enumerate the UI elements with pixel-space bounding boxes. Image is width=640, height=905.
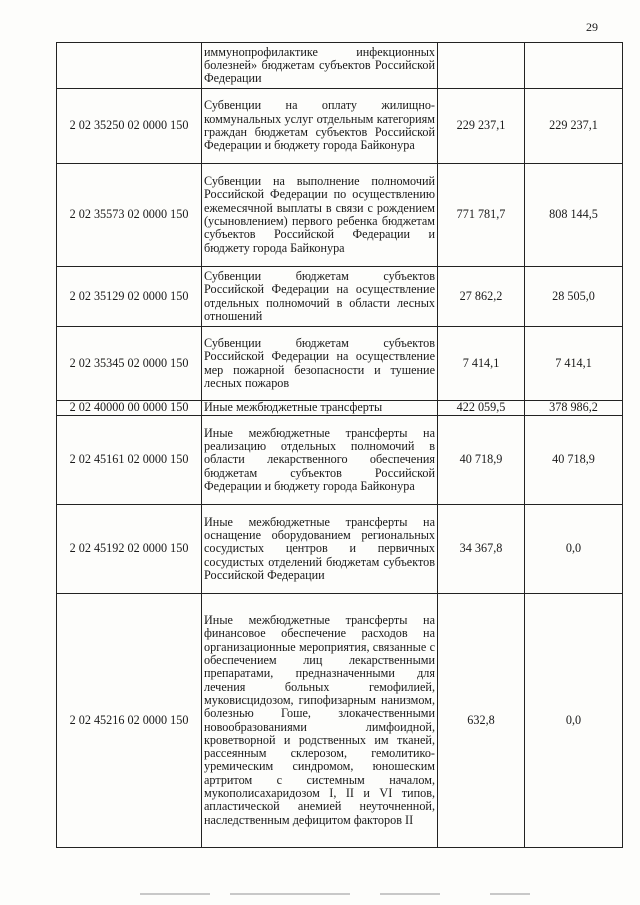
amount-year-1 [438, 43, 525, 89]
budget-item-name: Субвенции на выполнение полномочий Российской Федерации по осуществлению ежемесячной выплаты в связи с рождением (усыновлением) первого ребенка бюджетам субъектов Российской Федерации и бюджету города Байконура [202, 164, 438, 267]
table-row [57, 505, 623, 594]
budget-item-name: Субвенции бюджетам субъектов Российской Федерации на осуществление мер пожарной безопасности и тушение лесных пожаров [202, 327, 438, 401]
budget-code [57, 43, 202, 89]
amount-year-1: 229 237,1 [438, 89, 525, 164]
page-number: 29 [586, 20, 598, 34]
budget-code: 2 02 35129 02 0000 150 [57, 267, 202, 327]
budget-code: 2 02 45192 02 0000 150 [57, 505, 202, 594]
amount-year-1: 27 862,2 [438, 267, 525, 327]
amount-year-2: 0,0 [525, 594, 623, 848]
amount-year-1: 40 718,9 [438, 416, 525, 505]
budget-code: 2 02 45161 02 0000 150 [57, 416, 202, 505]
amount-year-2: 808 144,5 [525, 164, 623, 267]
amount-year-2: 7 414,1 [525, 327, 623, 401]
table-row [57, 401, 623, 416]
budget-item-name: Иные межбюджетные трансферты [202, 401, 438, 416]
budget-item-name: Субвенции на оплату жилищно-коммунальных услуг отдельным категориям граждан бюджетам субъектов Российской Федерации и бюджету города Байконура [202, 89, 438, 164]
budget-item-name: Субвенции бюджетам субъектов Российской Федерации на осуществление отдельных полномочий в области лесных отношений [202, 267, 438, 327]
amount-year-2: 0,0 [525, 505, 623, 594]
budget-code: 2 02 40000 00 0000 150 [57, 401, 202, 416]
table-row [57, 164, 623, 267]
amount-year-2 [525, 43, 623, 89]
table-row [57, 327, 623, 401]
table-row [57, 594, 623, 848]
table-row [57, 89, 623, 164]
scan-artifact-marks [0, 893, 640, 899]
table-row [57, 267, 623, 327]
budget-code: 2 02 35573 02 0000 150 [57, 164, 202, 267]
budget-code: 2 02 35345 02 0000 150 [57, 327, 202, 401]
amount-year-1: 771 781,7 [438, 164, 525, 267]
budget-code: 2 02 35250 02 0000 150 [57, 89, 202, 164]
amount-year-2: 40 718,9 [525, 416, 623, 505]
budget-code: 2 02 45216 02 0000 150 [57, 594, 202, 848]
amount-year-2: 229 237,1 [525, 89, 623, 164]
budget-item-name: Иные межбюджетные трансферты на оснащение оборудованием региональных сосудистых центров и первичных сосудистых отделений бюджетам субъектов Российской Федерации [202, 505, 438, 594]
budget-item-name: иммунопрофилактике инфекционных болезней» бюджетам субъектов Российской Федерации [202, 43, 438, 89]
amount-year-1: 7 414,1 [438, 327, 525, 401]
amount-year-1: 632,8 [438, 594, 525, 848]
table-row [57, 43, 623, 89]
amount-year-1: 34 367,8 [438, 505, 525, 594]
budget-table [56, 42, 623, 848]
table-row [57, 416, 623, 505]
budget-item-name: Иные межбюджетные трансферты на финансовое обеспечение расходов на организационные мероприятия, связанные с обеспечением лиц лекарственными препаратами, предназначенными для лечения больных гемофилией, муковисцидозом, гипофизарным нанизмом, болезнью Гоше, злокачественными новообразованиями лимфоидной, кроветворной и родственных им тканей, рассеянным склерозом, гемолитико-уремическим синдромом, юношеским артритом с системным началом, мукополисахаридозом I, II и VI типов, апластической анемией неуточненной, наследственным дефицитом факторов II [202, 594, 438, 848]
amount-year-1: 422 059,5 [438, 401, 525, 416]
budget-item-name: Иные межбюджетные трансферты на реализацию отдельных полномочий в области лекарственного обеспечения бюджетам субъектов Российской Федерации и бюджету города Байконура [202, 416, 438, 505]
amount-year-2: 378 986,2 [525, 401, 623, 416]
amount-year-2: 28 505,0 [525, 267, 623, 327]
